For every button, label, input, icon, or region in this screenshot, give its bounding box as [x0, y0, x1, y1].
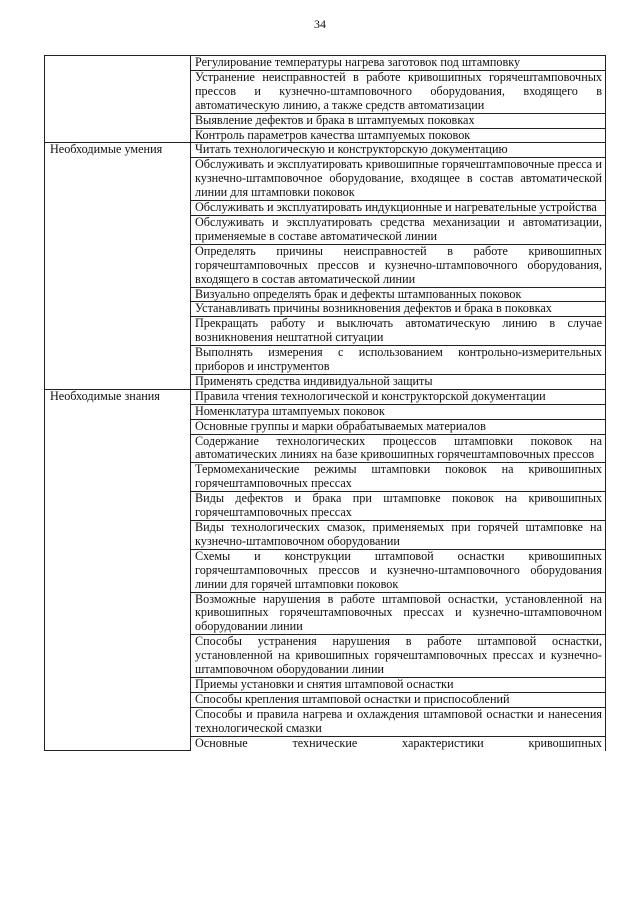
requirement-cell: Определять причины неисправностей в работе кривошипных горячештамповочных прессов и кузнечно-штамповочного оборудования, входящего в состав автоматической линии [191, 244, 606, 287]
competency-table-body [45, 56, 606, 751]
requirement-cell: Содержание технологических процессов штамповки поковок на автоматических линиях на базе кривошипных горячештамповочных прессов [191, 434, 606, 463]
competency-table [44, 55, 606, 751]
requirement-cell: Виды технологических смазок, применяемых при горячей штамповке на кузнечно-штамповочном оборудовании [191, 521, 606, 550]
requirement-cell: Выявление дефектов и брака в штампуемых поковках [191, 113, 606, 128]
requirement-cell: Приемы установки и снятия штамповой оснастки [191, 677, 606, 692]
table-row [45, 56, 606, 71]
requirement-cell: Устанавливать причины возникновения дефектов и брака в поковках [191, 302, 606, 317]
requirement-cell: Термомеханические режимы штамповки поковок на кривошипных горячештамповочных прессах [191, 463, 606, 492]
requirement-cell: Устранение неисправностей в работе кривошипных горячештамповочных прессов и кузнечно-штамповочного оборудования, входящего в автоматическую линию, а также средств автоматизации [191, 70, 606, 113]
requirement-cell: Способы крепления штамповой оснастки и приспособлений [191, 692, 606, 707]
table-row [45, 143, 606, 158]
requirement-cell: Регулирование температуры нагрева заготовок под штамповку [191, 56, 606, 71]
requirement-cell: Основные группы и марки обрабатываемых материалов [191, 419, 606, 434]
table-row [45, 389, 606, 404]
requirement-cell: Возможные нарушения в работе штамповой оснастки, установленной на кривошипных горячештамповочных прессах и кузнечно-штамповочном оборудовании линии [191, 592, 606, 635]
requirement-cell: Обслуживать и эксплуатировать кривошипные горячештамповочные пресса и кузнечно-штамповочное оборудование, входящее в состав автоматической линии для штамповки поковок [191, 158, 606, 201]
requirement-cell: Выполнять измерения с использованием контрольно-измерительных приборов и инструментов [191, 346, 606, 375]
section-label: Необходимые умения [45, 143, 191, 389]
requirement-cell: Виды дефектов и брака при штамповке поковок на кривошипных горячештамповочных прессах [191, 492, 606, 521]
requirement-cell: Основные технические характеристики кривошипных [191, 736, 606, 750]
requirement-cell: Визуально определять брак и дефекты штампованных поковок [191, 287, 606, 302]
requirement-cell: Способы и правила нагрева и охлаждения штамповой оснастки и нанесения технологической смазки [191, 707, 606, 736]
requirement-cell: Правила чтения технологической и конструкторской документации [191, 389, 606, 404]
requirement-cell: Читать технологическую и конструкторскую документацию [191, 143, 606, 158]
requirement-cell: Обслуживать и эксплуатировать индукционные и нагревательные устройства [191, 201, 606, 216]
requirement-cell: Способы устранения нарушения в работе штамповой оснастки, установленной на кривошипных горячештамповочных прессах и кузнечно-штамповочном оборудовании линии [191, 635, 606, 678]
requirement-cell: Прекращать работу и выключать автоматическую линию в случае возникновения нештатной ситуации [191, 317, 606, 346]
requirement-cell: Номенклатура штампуемых поковок [191, 404, 606, 419]
requirement-cell: Схемы и конструкции штамповой оснастки кривошипных горячештамповочных прессов и кузнечно-штамповочного оборудования линии для горячей штамповки поковок [191, 549, 606, 592]
section-label: Необходимые знания [45, 389, 191, 750]
section-label-continued [45, 56, 191, 143]
page-number: 34 [314, 17, 326, 31]
requirement-cell: Обслуживать и эксплуатировать средства механизации и автоматизации, применяемые в составе автоматической линии [191, 215, 606, 244]
requirement-cell: Контроль параметров качества штампуемых поковок [191, 128, 606, 143]
requirement-cell: Применять средства индивидуальной защиты [191, 374, 606, 389]
